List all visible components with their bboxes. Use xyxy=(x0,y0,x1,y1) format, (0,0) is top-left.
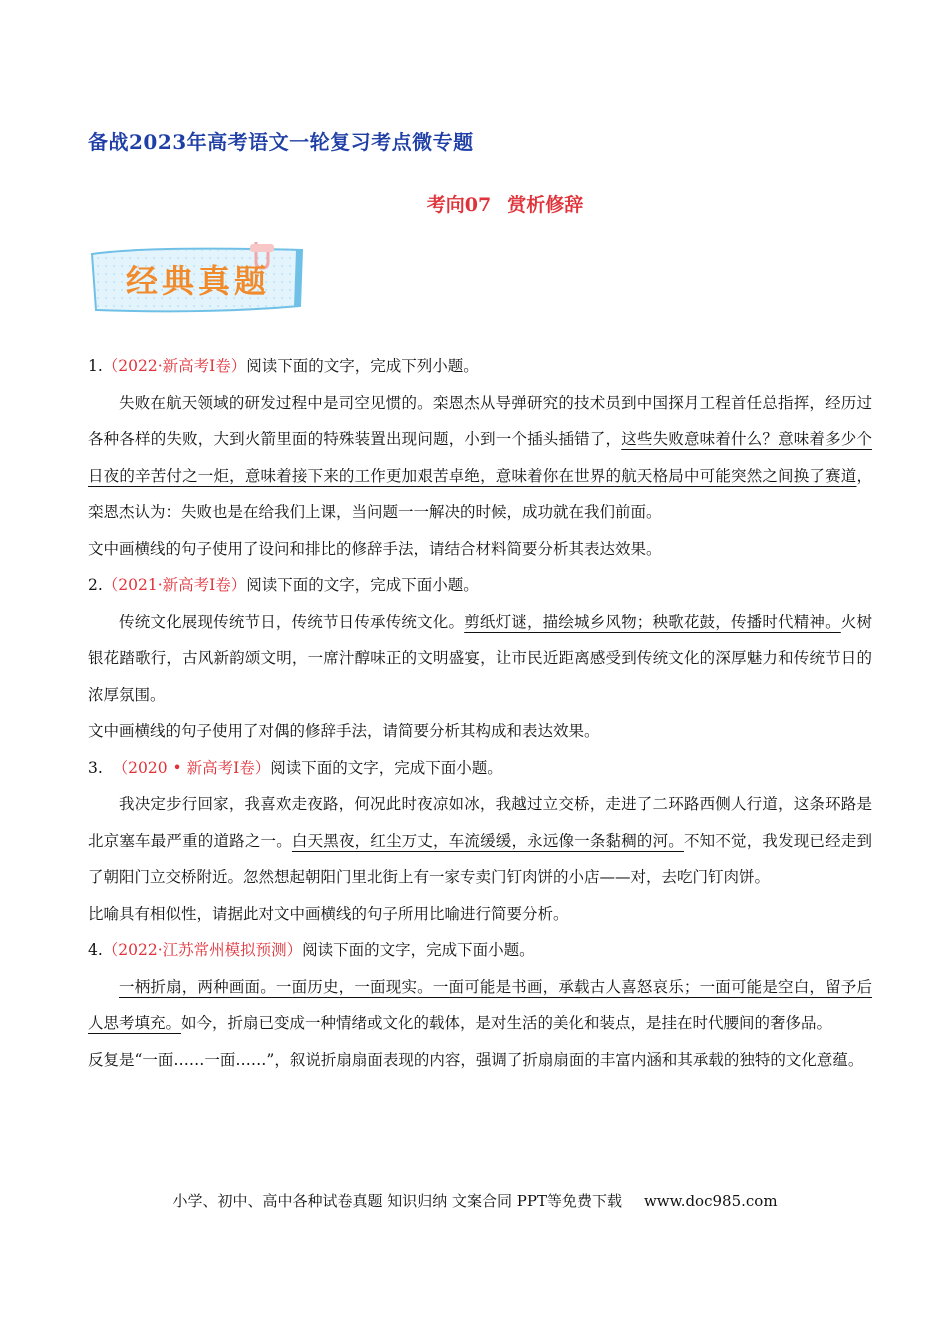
passage: 一柄折扇，两种画面。一面历史，一面现实。一面可能是书画，承载古人喜怒哀乐；一面可能是空白，留予后人思考填充。如今，折扇已变成一种情绪或文化的载体，是对生活的美化和装点，是挂在时代腰间的奢侈品。 xyxy=(88,977,872,1032)
topic-name: 赏析修辞 xyxy=(507,194,584,216)
question-header: 1.（2022·新高考Ⅰ卷）阅读下面的文字，完成下列小题。 xyxy=(88,357,479,375)
passage: 我决定步行回家，我喜欢走夜路，何况此时夜凉如冰，我越过立交桥，走进了二环路西侧人行道，这条环路是北京塞车最严重的道路之一。白天黑夜，红尘万丈，车流缓缓，永远像一条黏稠的河。不知不觉，我发现已经走到了朝阳门立交桥附近。忽然想起朝阳门里北街上有一家专卖门钉肉饼的小店——对，去吃门钉肉饼。 xyxy=(88,795,872,886)
question-instruction: 阅读下面的文字，完成下面小题。 xyxy=(270,758,503,777)
question-header: 4.（2022·江苏常州模拟预测）阅读下面的文字，完成下面小题。 xyxy=(88,941,535,959)
underlined-sentence: 这些失败意味着什么？意味着多少个日夜的辛苦付之一炬，意味着接下来的工作更加艰苦卓绝，意味着你在世界的航天格局中可能突然之间换了赛道 xyxy=(88,430,872,485)
banner-graphic xyxy=(88,240,308,316)
underlined-sentence: 一柄折扇，两种画面。一面历史，一面现实。一面可能是书画，承载古人喜怒哀乐；一面可能是空白，留予后人思考填充。 xyxy=(88,977,872,1032)
topic-number: 考向07 xyxy=(426,194,492,216)
question-instruction: 阅读下面的文字，完成下面小题。 xyxy=(302,941,535,959)
question-task: 反复是“一面……一面……”，叙说折扇扇面表现的内容，强调了折扇扇面的丰富内涵和其承载的独特的文化意蕴。 xyxy=(88,1050,864,1069)
footer-url[interactable]: www.doc985.com xyxy=(643,1192,778,1210)
underlined-sentence: 剪纸灯谜，描绘城乡风物；秧歌花鼓，传播时代精神。 xyxy=(464,612,841,631)
question-instruction: 阅读下面的文字，完成下列小题。 xyxy=(246,357,479,375)
series-title: 备战2023年高考语文一轮复习考点微专题 xyxy=(88,130,474,154)
question-source: （2020 • 新高考Ⅰ卷） xyxy=(112,758,271,777)
page-footer xyxy=(0,1190,950,1211)
question-source: （2021·新高考Ⅰ卷） xyxy=(102,576,247,594)
question-2 xyxy=(88,567,872,750)
underlined-sentence: 白天黑夜，红尘万丈，车流缓缓，永远像一条黏稠的河。 xyxy=(291,831,684,850)
question-1 xyxy=(88,348,872,567)
question-3 xyxy=(88,750,872,933)
question-list xyxy=(88,348,872,1078)
question-header: 3. （2020 • 新高考Ⅰ卷）阅读下面的文字，完成下面小题。 xyxy=(88,758,503,777)
banner-label: 经典真题 xyxy=(125,262,271,300)
question-source: （2022·江苏常州模拟预测） xyxy=(102,941,303,959)
classic-exam-banner xyxy=(88,240,308,316)
question-4 xyxy=(88,932,872,1078)
question-task: 文中画横线的句子使用了设问和排比的修辞手法，请结合材料简要分析其表达效果。 xyxy=(88,539,662,558)
question-task: 文中画横线的句子使用了对偶的修辞手法，请简要分析其构成和表达效果。 xyxy=(88,722,600,740)
passage: 传统文化展现传统节日，传统节日传承传统文化。剪纸灯谜，描绘城乡风物；秧歌花鼓，传播时代精神。火树银花踏歌行，古风新韵颂文明，一席汁醇味正的文明盛宴，让市民近距离感受到传统文化的深厚魅力和传统节日的浓厚氛围。 xyxy=(88,612,872,704)
question-source: （2022·新高考Ⅰ卷） xyxy=(102,357,247,375)
topic-title xyxy=(0,190,950,217)
passage: 失败在航天领域的研发过程中是司空见惯的。栾恩杰从导弹研究的技术员到中国探月工程首任总指挥，经历过各种各样的失败，大到火箭里面的特殊装置出现问题，小到一个插头插错了，这些失败意味着什么？意味着多少个日夜的辛苦付之一炬，意味着接下来的工作更加艰苦卓绝，意味着你在世界的航天格局中可能突然之间换了赛道，栾恩杰认为：失败也是在给我们上课，当问题一一解决的时候，成功就在我们前面。 xyxy=(88,393,872,521)
question-instruction: 阅读下面的文字，完成下面小题。 xyxy=(246,576,479,594)
footer-text: 小学、初中、高中各种试卷真题 知识归纳 文案合同 PPT等免费下载 xyxy=(172,1192,622,1210)
question-header: 2.（2021·新高考Ⅰ卷）阅读下面的文字，完成下面小题。 xyxy=(88,576,479,594)
question-task: 比喻具有相似性，请据此对文中画横线的句子所用比喻进行简要分析。 xyxy=(88,904,569,923)
